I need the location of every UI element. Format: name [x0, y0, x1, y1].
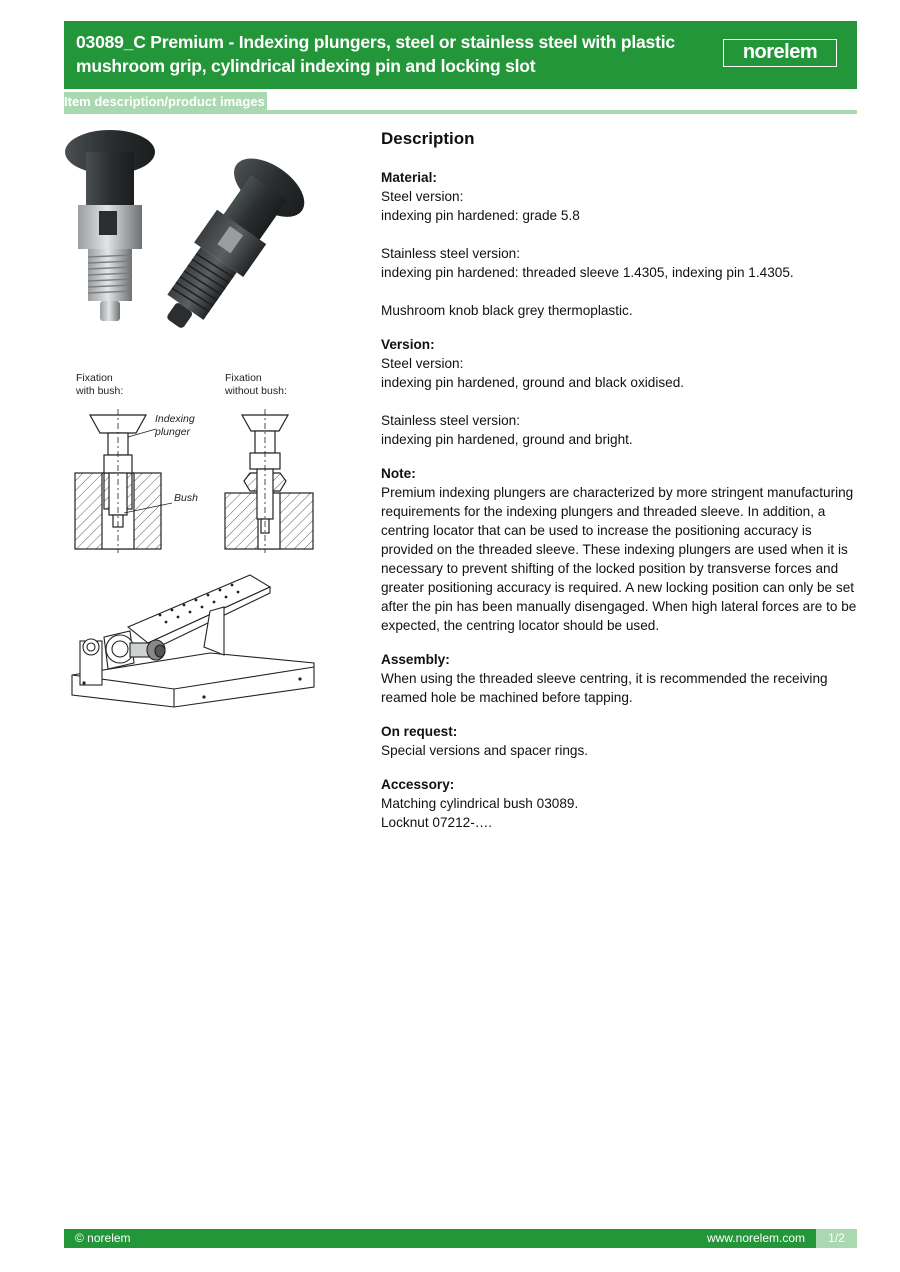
text-line: Stainless steel version:: [381, 413, 521, 428]
text-line: indexing pin hardened: threaded sleeve 1.4305, indexing pin 1.4305.: [381, 265, 794, 280]
section-title: Material:: [381, 170, 437, 185]
caption-line: Fixation: [76, 372, 113, 384]
page-number: 1/2: [816, 1229, 857, 1248]
on-request-section: [381, 722, 857, 760]
section-title: Accessory:: [381, 777, 455, 792]
text-line: Locknut 07212-….: [381, 815, 493, 830]
website-link[interactable]: www.norelem.com: [706, 1231, 805, 1245]
norelem-logo: norelem: [723, 39, 837, 67]
assembly-section: [381, 650, 857, 707]
text-line: indexing pin hardened: grade 5.8: [381, 208, 580, 223]
text-paragraph: Premium indexing plungers are characterized by more stringent manufacturing requirements for the indexing plungers and threaded sleeve. In addition, a centring locator that can be used to increase the positioning accuracy is provided on the threaded sleeve. These indexing plungers are used when it is necessary to prevent shifting of the locked position by transverse forces and greater positioning accuracy is required. A new locking position can only be set after the pin has been manually disengaged. When high lateral forces are to be expected, the centring locator should be used.: [381, 485, 857, 633]
description-heading: Description: [381, 129, 475, 148]
text-line: Stainless steel version:: [381, 246, 521, 261]
caption-line: Fixation: [225, 372, 262, 384]
text-line: Steel version:: [381, 356, 464, 371]
accessory-section: [381, 775, 857, 832]
footer-bar: [64, 1229, 857, 1248]
application-illustration: [64, 567, 322, 715]
copyright: © norelem: [75, 1231, 131, 1245]
description-section: [381, 128, 857, 847]
text-line: Steel version:: [381, 189, 464, 204]
fixation-diagrams: [64, 363, 322, 557]
fixation-drawing: [64, 363, 322, 557]
header-bar: [64, 21, 857, 89]
text-line: Mushroom knob black grey thermoplastic.: [381, 303, 633, 318]
text-paragraph: When using the threaded sleeve centring, it is recommended the receiving reamed hole be machined before tapping.: [381, 671, 828, 705]
document-title: 03089_C Premium - Indexing plungers, steel or stainless steel with plastic mushroom grip, cylindrical indexing pin and locking slot: [76, 32, 675, 76]
text-line: indexing pin hardened, ground and bright.: [381, 432, 633, 447]
label-bush: Bush: [174, 492, 198, 504]
label-line: plunger: [155, 426, 191, 438]
caption-line: without bush:: [225, 385, 287, 397]
text-line: Special versions and spacer rings.: [381, 743, 589, 758]
caption-line: with bush:: [76, 385, 124, 397]
version-section: [381, 335, 857, 449]
text-line: Matching cylindrical bush 03089.: [381, 796, 579, 811]
section-label: Item description/product images: [64, 94, 265, 109]
label-line: Indexing: [155, 413, 195, 425]
section-title: On request:: [381, 724, 458, 739]
section-title: Assembly:: [381, 652, 450, 667]
section-title: Note:: [381, 466, 416, 481]
text-line: indexing pin hardened, ground and black oxidised.: [381, 375, 685, 390]
section-divider: [64, 110, 857, 114]
section-title: Version:: [381, 337, 435, 352]
note-section: [381, 464, 857, 635]
product-photo: [64, 125, 322, 353]
material-section: [381, 168, 857, 320]
